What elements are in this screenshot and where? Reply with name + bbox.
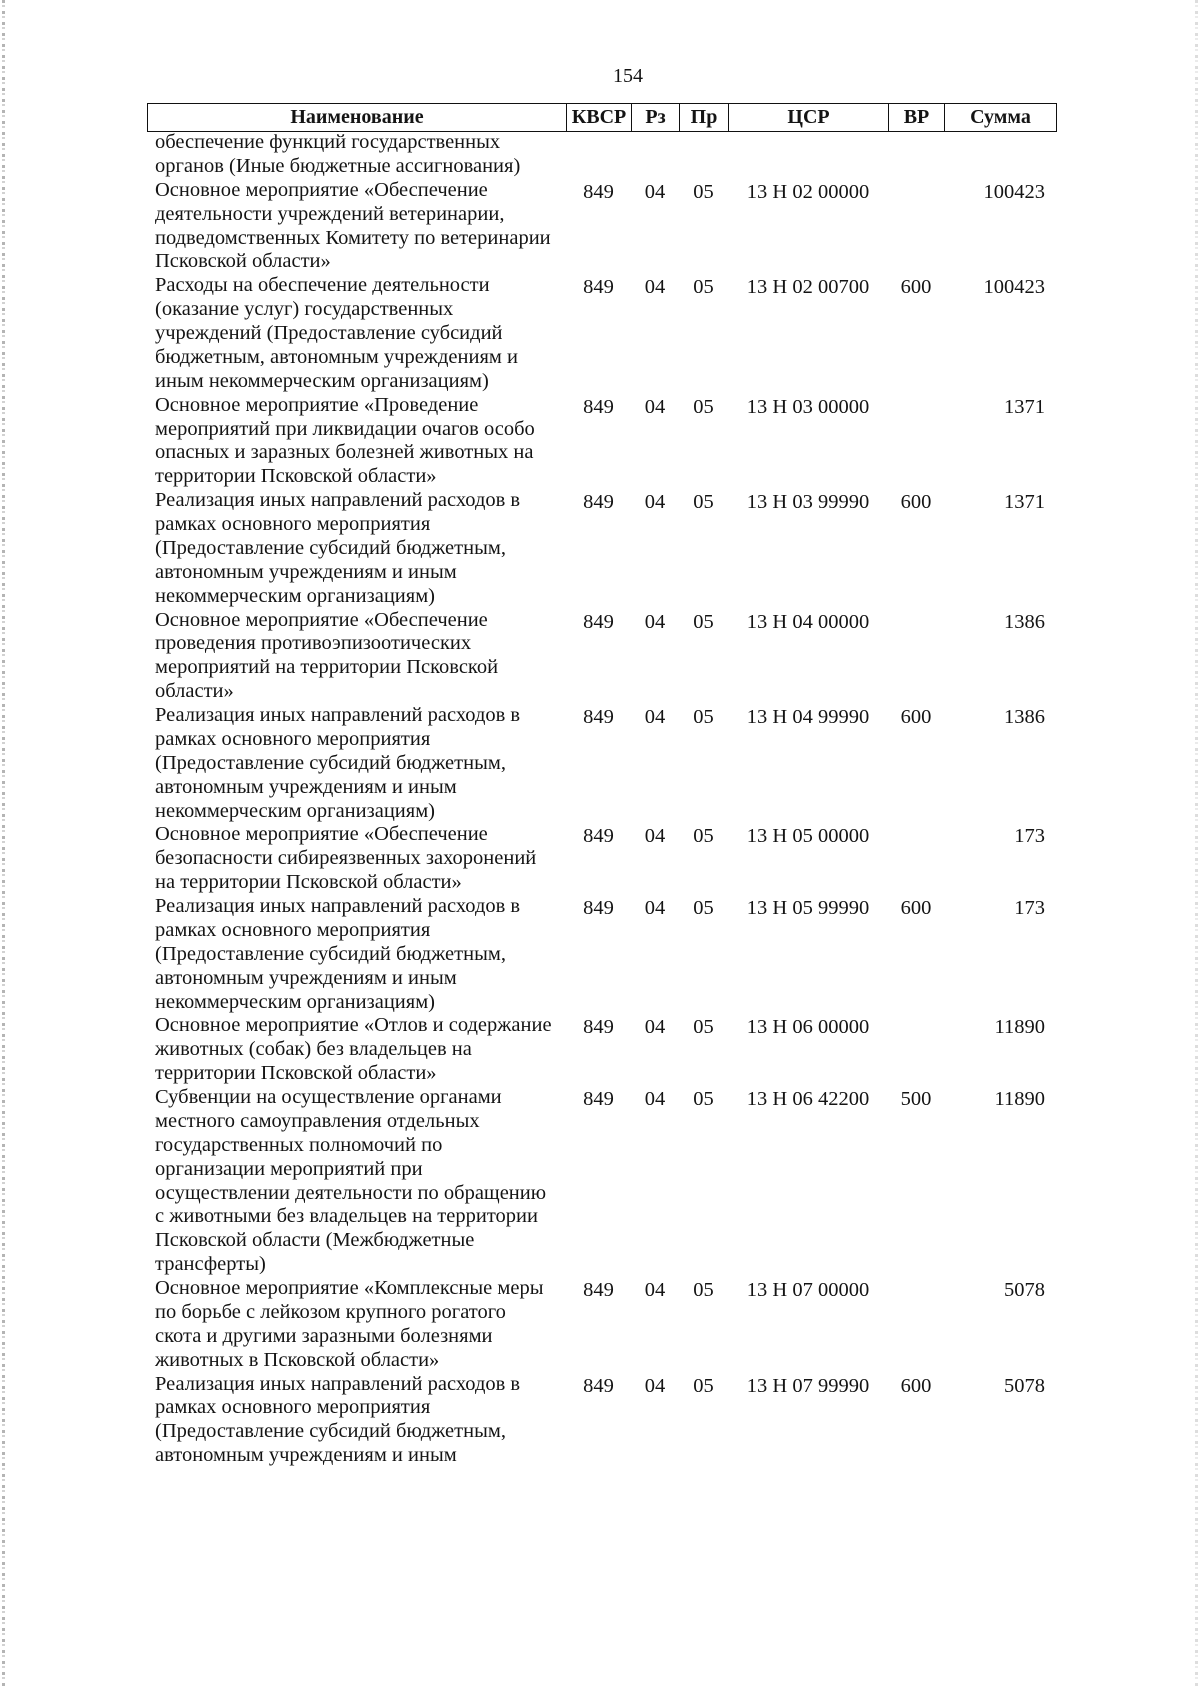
cell-csr: 13 Н 05 00000 <box>746 825 870 848</box>
cell-vr <box>888 131 944 133</box>
cell-vr: 600 <box>900 897 932 919</box>
cell-csr: 13 Н 02 00700 <box>746 276 870 299</box>
cell-vr: 500 <box>900 1088 932 1110</box>
cell-name: Реализация иных направлений расходов в рамках основного мероприятия (Предоставление субсидий бюджетным, автономным учреждениям и иным некоммерческим организациям) <box>155 489 521 607</box>
cell-csr: 13 Н 06 42200 <box>746 1088 870 1110</box>
cell-rz: 04 <box>644 276 666 299</box>
cell-name: Основное мероприятие «Проведение мероприятий при ликвидации очагов особо опасных и заразных болезней животных на территории Псковской области» <box>155 393 535 488</box>
cell-pr: 05 <box>693 1016 714 1039</box>
cell-vr <box>888 1277 944 1279</box>
cell-pr: 05 <box>693 491 714 514</box>
cell-kvsr: 849 <box>583 276 614 299</box>
cell-kvsr: 849 <box>583 1279 614 1301</box>
header-rz: Рз <box>631 103 679 132</box>
cell-kvsr <box>566 131 631 133</box>
cell-name: Основное мероприятие «Отлов и содержание животных (собак) без владельцев на территории Псковской области» <box>155 1014 552 1085</box>
scan-edge-left <box>2 0 5 1686</box>
cell-rz: 04 <box>644 1374 666 1397</box>
table-row <box>147 1373 1057 1469</box>
header-vr: ВР <box>888 103 944 132</box>
cell-sum: 100423 <box>983 276 1045 299</box>
cell-vr <box>888 179 944 181</box>
cell-kvsr: 849 <box>583 1374 614 1397</box>
cell-pr <box>679 131 728 133</box>
cell-pr: 05 <box>693 897 714 919</box>
cell-rz: 04 <box>644 897 666 919</box>
cell-name: Реализация иных направлений расходов в рамках основного мероприятия (Предоставление субсидий бюджетным, автономным учреждениям и иным <box>155 1372 521 1467</box>
cell-csr: 13 Н 03 99990 <box>746 491 870 514</box>
header-sum: Сумма <box>944 103 1057 132</box>
cell-sum: 100423 <box>983 180 1045 203</box>
cell-rz <box>631 131 679 133</box>
cell-kvsr: 849 <box>583 897 614 919</box>
cell-vr <box>888 394 944 396</box>
cell-pr: 05 <box>693 180 714 203</box>
table-row <box>147 704 1057 823</box>
table-row <box>147 131 1057 179</box>
cell-vr: 600 <box>900 491 932 514</box>
cell-pr: 05 <box>693 706 714 728</box>
table-row <box>147 1277 1057 1373</box>
cell-csr: 13 Н 03 00000 <box>746 395 870 418</box>
cell-name: обеспечение функций государственных органов (Иные бюджетные ассигнования) <box>155 131 521 177</box>
cell-sum: 1386 <box>1004 610 1045 633</box>
cell-pr: 05 <box>693 395 714 418</box>
cell-name: Основное мероприятие «Обеспечение деятельности учреждений ветеринарии, подведомственных Комитету по ветеринарии Псковской области» <box>155 178 551 273</box>
table-body <box>147 131 1057 1468</box>
cell-pr: 05 <box>693 1279 714 1301</box>
header-kvsr: КВСР <box>566 103 631 132</box>
cell-sum: 5078 <box>1004 1374 1045 1397</box>
cell-kvsr: 849 <box>583 395 614 418</box>
cell-kvsr: 849 <box>583 491 614 514</box>
cell-vr: 600 <box>900 706 932 728</box>
table-row <box>147 274 1057 393</box>
cell-kvsr: 849 <box>583 706 614 728</box>
table-row <box>147 823 1057 895</box>
cell-pr: 05 <box>693 1374 714 1397</box>
cell-name: Основное мероприятие «Обеспечение безопасности сибиреязвенных захоронений на территории Псковской области» <box>155 823 537 894</box>
cell-sum: 5078 <box>1004 1279 1045 1301</box>
cell-csr: 13 Н 04 00000 <box>746 610 870 633</box>
cell-name: Основное мероприятие «Комплексные меры по борьбе с лейкозом крупного рогатого скота и другими заразными болезнями животных в Псковской области» <box>155 1277 544 1371</box>
cell-rz: 04 <box>644 610 666 633</box>
cell-name: Субвенции на осуществление органами местного самоуправления отдельных государственных полномочий по организации мероприятий при осуществлении деятельности по обращению с животными без владельцев на территории Псковской области (Межбюджетные трансферты) <box>155 1086 547 1276</box>
cell-rz: 04 <box>644 1088 666 1110</box>
cell-csr: 13 Н 06 00000 <box>746 1016 870 1039</box>
cell-name: Расходы на обеспечение деятельности (оказание услуг) государственных учреждений (Предоставление субсидий бюджетным, автономным учреждениям и иным некоммерческим организациям) <box>155 274 518 392</box>
header-csr: ЦСР <box>728 103 888 132</box>
cell-kvsr: 849 <box>583 825 614 848</box>
cell-csr: 13 Н 07 99990 <box>746 1374 870 1397</box>
page-number: 154 <box>613 65 643 87</box>
cell-vr <box>888 1014 944 1016</box>
cell-sum <box>944 131 1057 133</box>
cell-sum: 173 <box>1014 825 1045 848</box>
table-header <box>147 103 1057 132</box>
cell-rz: 04 <box>644 1279 666 1301</box>
table-row <box>147 394 1057 490</box>
cell-csr: 13 Н 02 00000 <box>746 180 870 203</box>
table-row <box>147 1086 1057 1277</box>
cell-rz: 04 <box>644 491 666 514</box>
cell-rz: 04 <box>644 395 666 418</box>
cell-pr: 05 <box>693 1088 714 1110</box>
cell-kvsr: 849 <box>583 610 614 633</box>
cell-pr: 05 <box>693 610 714 633</box>
cell-pr: 05 <box>693 276 714 299</box>
cell-kvsr: 849 <box>583 180 614 203</box>
cell-vr <box>888 823 944 825</box>
cell-rz: 04 <box>644 825 666 848</box>
cell-sum: 173 <box>1014 897 1045 919</box>
cell-kvsr: 849 <box>583 1088 614 1110</box>
cell-csr <box>728 131 888 133</box>
table-row <box>147 609 1057 705</box>
cell-name: Основное мероприятие «Обеспечение проведения противоэпизоотических мероприятий на территории Псковской области» <box>155 608 499 703</box>
cell-sum: 1371 <box>1004 491 1045 514</box>
cell-rz: 04 <box>644 1016 666 1039</box>
cell-sum: 11890 <box>994 1016 1045 1039</box>
cell-name: Реализация иных направлений расходов в рамках основного мероприятия (Предоставление субсидий бюджетным, автономным учреждениям и иным некоммерческим организациям) <box>155 895 521 1013</box>
cell-sum: 11890 <box>994 1088 1045 1110</box>
cell-csr: 13 Н 07 00000 <box>746 1279 870 1301</box>
table-row <box>147 179 1057 275</box>
cell-kvsr: 849 <box>583 1016 614 1039</box>
scan-edge-right <box>1195 0 1198 1686</box>
table-row <box>147 895 1057 1014</box>
table-row <box>147 1014 1057 1086</box>
cell-pr: 05 <box>693 825 714 848</box>
cell-sum: 1386 <box>1004 706 1045 728</box>
cell-csr: 13 Н 04 99990 <box>746 706 870 728</box>
cell-rz: 04 <box>644 180 666 203</box>
cell-name: Реализация иных направлений расходов в рамках основного мероприятия (Предоставление субсидий бюджетным, автономным учреждениям и иным некоммерческим организациям) <box>155 704 521 822</box>
cell-vr: 600 <box>900 1374 932 1397</box>
cell-sum: 1371 <box>1004 395 1045 418</box>
header-pr: Пр <box>679 103 728 132</box>
cell-rz: 04 <box>644 706 666 728</box>
header-name: Наименование <box>147 103 566 132</box>
table-row <box>147 489 1057 608</box>
cell-vr <box>888 609 944 611</box>
cell-vr: 600 <box>900 276 932 299</box>
cell-csr: 13 Н 05 99990 <box>746 897 870 919</box>
